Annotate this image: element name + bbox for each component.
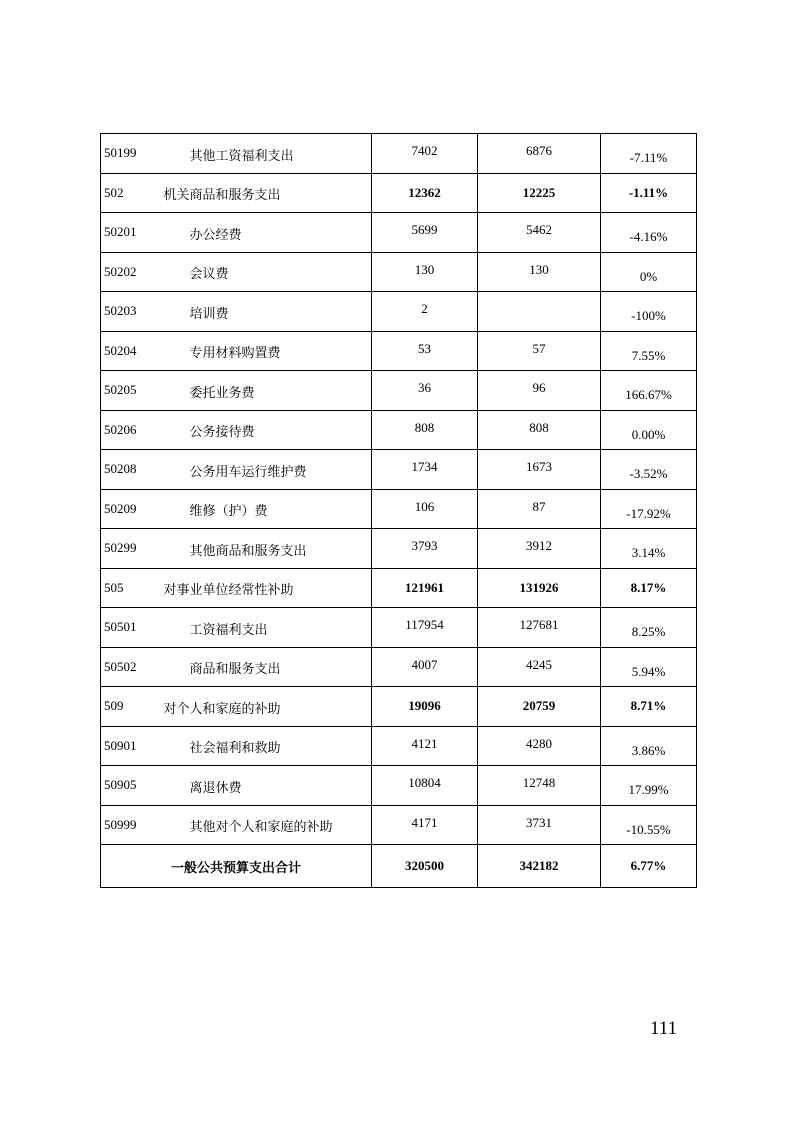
row-name-cell	[160, 608, 372, 648]
row-value-2: 20759	[478, 687, 601, 727]
row-name: 维修（护）费	[189, 504, 268, 520]
row-code: 50203	[101, 292, 160, 332]
row-value-2: 3912	[478, 529, 601, 569]
table-row	[101, 252, 697, 292]
row-percent-change: -100%	[601, 292, 697, 332]
row-name-cell	[160, 529, 372, 569]
row-value-1: 36	[372, 371, 478, 411]
row-value-1: 130	[372, 252, 478, 292]
row-value-1: 19096	[372, 687, 478, 727]
row-name-cell	[160, 410, 372, 450]
table-row	[101, 292, 697, 332]
row-value-1: 117954	[372, 608, 478, 648]
total-value-2: 342182	[478, 845, 601, 888]
row-percent-change: 0%	[601, 252, 697, 292]
table-body	[101, 134, 697, 845]
row-code: 50199	[101, 134, 160, 174]
row-percent-change: 8.71%	[601, 687, 697, 727]
row-name-cell	[160, 213, 372, 253]
row-name: 培训费	[189, 306, 229, 322]
row-name: 会议费	[189, 267, 229, 283]
row-percent-change: -3.52%	[601, 450, 697, 490]
row-name: 公务接待费	[189, 425, 255, 441]
row-value-1: 2	[372, 292, 478, 332]
total-label-cell	[101, 845, 372, 888]
row-code: 50202	[101, 252, 160, 292]
row-name-cell	[160, 568, 372, 608]
row-value-1: 10804	[372, 766, 478, 806]
row-value-1: 808	[372, 410, 478, 450]
row-value-2: 4245	[478, 647, 601, 687]
row-name-cell	[160, 647, 372, 687]
row-value-1: 3793	[372, 529, 478, 569]
table-row	[101, 529, 697, 569]
row-name-cell	[160, 489, 372, 529]
total-row	[101, 845, 697, 888]
row-percent-change: -7.11%	[601, 134, 697, 174]
row-value-1: 4007	[372, 647, 478, 687]
row-value-1: 1734	[372, 450, 478, 490]
row-value-2: 131926	[478, 568, 601, 608]
row-code: 50299	[101, 529, 160, 569]
row-code: 50999	[101, 805, 160, 845]
row-name: 商品和服务支出	[189, 662, 281, 678]
row-name: 社会福利和救助	[189, 741, 281, 757]
table-row	[101, 173, 697, 213]
row-value-2	[478, 292, 601, 332]
row-value-2: 12225	[478, 173, 601, 213]
table-row	[101, 805, 697, 845]
row-percent-change: 8.25%	[601, 608, 697, 648]
table-row	[101, 331, 697, 371]
row-name: 其他对个人和家庭的补助	[189, 820, 333, 836]
row-name: 对事业单位经常性补助	[163, 583, 294, 599]
row-name: 工资福利支出	[189, 622, 268, 638]
row-code: 50905	[101, 766, 160, 806]
row-percent-change: 5.94%	[601, 647, 697, 687]
row-name-cell	[160, 134, 372, 174]
row-value-2: 1673	[478, 450, 601, 490]
row-code: 50205	[101, 371, 160, 411]
row-code: 502	[101, 173, 160, 213]
row-value-2: 130	[478, 252, 601, 292]
row-name: 对个人和家庭的补助	[163, 701, 281, 717]
row-code: 50209	[101, 489, 160, 529]
row-percent-change: -17.92%	[601, 489, 697, 529]
row-percent-change: 7.55%	[601, 331, 697, 371]
table-row	[101, 134, 697, 174]
row-name-cell	[160, 687, 372, 727]
row-percent-change: 166.67%	[601, 371, 697, 411]
table-row	[101, 687, 697, 727]
row-value-1: 106	[372, 489, 478, 529]
row-percent-change: -4.16%	[601, 213, 697, 253]
row-code: 50206	[101, 410, 160, 450]
row-name-cell	[160, 173, 372, 213]
row-value-2: 96	[478, 371, 601, 411]
row-name: 委托业务费	[189, 385, 255, 401]
row-value-1: 5699	[372, 213, 478, 253]
row-name: 专用材料购置费	[189, 346, 281, 362]
total-value-1: 320500	[372, 845, 478, 888]
row-percent-change: 17.99%	[601, 766, 697, 806]
row-name-cell	[160, 726, 372, 766]
row-value-1: 4171	[372, 805, 478, 845]
total-percent-change: 6.77%	[601, 845, 697, 888]
row-code: 50502	[101, 647, 160, 687]
row-code: 509	[101, 687, 160, 727]
table-row	[101, 766, 697, 806]
table-row	[101, 489, 697, 529]
table-row	[101, 568, 697, 608]
row-value-2: 3731	[478, 805, 601, 845]
row-name: 其他商品和服务支出	[189, 543, 307, 559]
row-value-2: 87	[478, 489, 601, 529]
row-name: 离退休费	[189, 780, 242, 796]
row-value-1: 4121	[372, 726, 478, 766]
table-row	[101, 410, 697, 450]
row-name-cell	[160, 252, 372, 292]
row-code: 505	[101, 568, 160, 608]
row-value-2: 127681	[478, 608, 601, 648]
table-row	[101, 726, 697, 766]
row-value-1: 53	[372, 331, 478, 371]
row-percent-change: 0.00%	[601, 410, 697, 450]
row-name-cell	[160, 292, 372, 332]
row-code: 50501	[101, 608, 160, 648]
table-row	[101, 647, 697, 687]
row-percent-change: -1.11%	[601, 173, 697, 213]
page-number: 111	[650, 1018, 678, 1039]
row-name-cell	[160, 331, 372, 371]
row-name: 其他工资福利支出	[189, 148, 294, 164]
row-percent-change: 8.17%	[601, 568, 697, 608]
row-value-1: 7402	[372, 134, 478, 174]
table-row	[101, 213, 697, 253]
row-name: 机关商品和服务支出	[163, 188, 281, 204]
row-percent-change: -10.55%	[601, 805, 697, 845]
row-name-cell	[160, 805, 372, 845]
row-percent-change: 3.14%	[601, 529, 697, 569]
table-row	[101, 450, 697, 490]
row-value-2: 12748	[478, 766, 601, 806]
budget-expenditure-table	[100, 133, 697, 888]
row-value-1: 121961	[372, 568, 478, 608]
row-code: 50208	[101, 450, 160, 490]
row-value-2: 5462	[478, 213, 601, 253]
row-code: 50901	[101, 726, 160, 766]
row-name-cell	[160, 450, 372, 490]
row-value-2: 808	[478, 410, 601, 450]
table-row	[101, 608, 697, 648]
row-percent-change: 3.86%	[601, 726, 697, 766]
row-code: 50204	[101, 331, 160, 371]
row-value-2: 6876	[478, 134, 601, 174]
row-value-1: 12362	[372, 173, 478, 213]
row-code: 50201	[101, 213, 160, 253]
row-value-2: 57	[478, 331, 601, 371]
row-name-cell	[160, 766, 372, 806]
total-label: 一般公共预算支出合计	[170, 860, 301, 876]
row-value-2: 4280	[478, 726, 601, 766]
table-row	[101, 371, 697, 411]
row-name: 公务用车运行维护费	[189, 464, 307, 480]
row-name: 办公经费	[189, 227, 242, 243]
row-name-cell	[160, 371, 372, 411]
